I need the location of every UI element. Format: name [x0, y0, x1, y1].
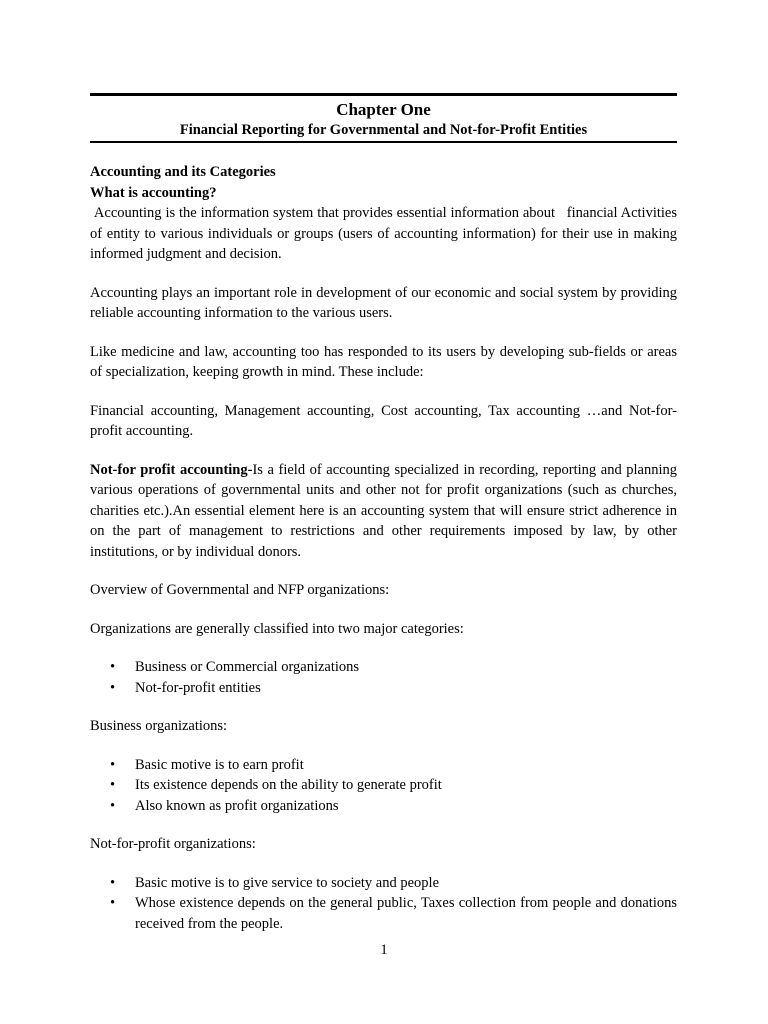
header-top-rule — [90, 93, 677, 96]
paragraph-nfp-accounting — [90, 460, 677, 563]
bullet-icon: • — [110, 756, 116, 773]
categories-list — [90, 657, 677, 698]
paragraph-subfields: Like medicine and law, accounting too has responded to its users by developing sub-fields or areas of specialization, keeping growth in mind. These include: — [90, 343, 677, 380]
business-list — [90, 755, 677, 817]
nfp-accounting-body: Is a field of accounting specialized in recording, reporting and planning various operations of governmental units and other not for profit organizations (such as churches, charities etc.).An essential element here is an accounting system that will ensure strict adherence in on the part of management to restrictions and other requirements imposed by law, by other institutions, or by individual donors. — [90, 461, 677, 560]
chapter-subtitle: Financial Reporting for Governmental and Not-for-Profit Entities — [179, 122, 588, 138]
bullet-icon: • — [110, 895, 116, 911]
nfp-list — [90, 873, 677, 935]
list-item: • Its existence depends on the ability to generate profit — [90, 775, 677, 796]
paragraph-overview: Overview of Governmental and NFP organizations: — [90, 582, 390, 598]
list-item: • Basic motive is to earn profit — [90, 755, 677, 776]
business-label: Business organizations: — [90, 718, 228, 734]
bullet-icon: • — [110, 777, 116, 793]
document-page — [90, 93, 681, 934]
section-question: What is accounting? — [90, 184, 217, 201]
list-item: • Not-for-profit entities — [90, 678, 677, 699]
paragraph-role: Accounting plays an important role in development of our economic and social system by providing reliable accounting information to the various users. — [90, 284, 677, 321]
nfp-label: Not-for-profit organizations: — [90, 836, 256, 852]
list-item: • Whose existence depends on the general public, Taxes collection from people and donations received from the people. — [110, 895, 677, 932]
bullet-icon: • — [110, 797, 116, 814]
paragraph-fields-list: Financial accounting, Management accounting, Cost accounting, Tax accounting …and Not-for-profit accounting. — [90, 402, 677, 439]
list-item: • Also known as profit organizations — [90, 796, 677, 817]
nfp-accounting-term: Not-for profit accounting- — [90, 461, 253, 478]
bullet-icon: • — [110, 659, 116, 675]
section-heading: Accounting and its Categories — [90, 164, 276, 180]
chapter-title: Chapter One — [336, 100, 431, 119]
bullet-icon: • — [110, 679, 116, 696]
list-item: • Basic motive is to give service to society and people — [90, 873, 677, 894]
paragraph-definition: Accounting is the information system that provides essential information about financial Activities of entity to various individuals or groups (users of accounting information) for their use in making informed judgment and decision. — [90, 205, 681, 262]
paragraph-classification: Organizations are generally classified into two major categories: — [90, 620, 464, 637]
page-number: 1 — [380, 942, 388, 958]
list-item: • Business or Commercial organizations — [90, 657, 677, 678]
bullet-icon: • — [110, 874, 116, 891]
